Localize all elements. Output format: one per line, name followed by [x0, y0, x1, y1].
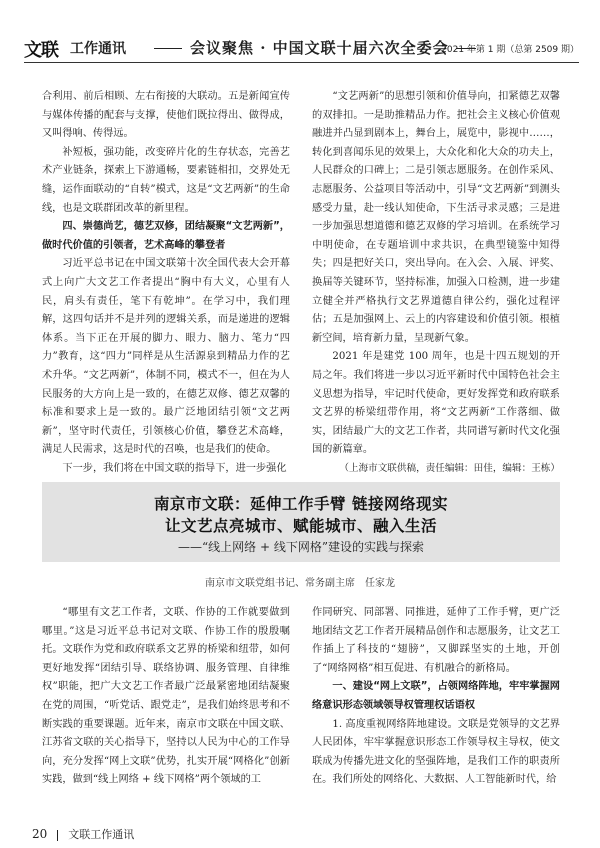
article1-right-column — [312, 88, 560, 478]
page-footer — [32, 826, 134, 842]
article2-title-line2: 让文艺点亮城市、赋能城市、融入生活 — [164, 516, 437, 535]
paragraph: “哪里有文艺工作者，文联、作协的工作就要做到哪里。”这是习近平总书记对文联、作协工作的殷殷嘱托。文联作为党和政府联系文艺界的桥梁和纽带，如何更好地发挥“团结引导、联络协调、服务管理、自律维权”职能，把广大文艺工作者最广泛最紧密地团结凝聚在党的周围，“听党话、跟党走”，是我们始终思考和不断实践的重要课题。近年来，南京市文联在中国文联、江苏省文联的关心指导下，坚持以人民为中心的工作导向，充分发挥“网上文联”优势，扎实开展“网格化”创新实践，做到“线上网络 + 线下网格”两个领域的工 — [42, 607, 290, 786]
paragraph: 2021 年是建党 100 周年，也是十四五规划的开局之年。我们将进一步以习近平新时代中国特色社会主义思想为指导，牢记时代使命，更好发挥党和政府联系文艺界的桥梁纽带作用，将“文艺两新”工作落细、做实，团结最广大的文艺工作者，共同谱写新时代文化强国的新篇章。 — [312, 351, 560, 456]
publication-logo: 文联 — [24, 40, 58, 61]
paragraph: “文艺两新”的思想引领和价值导向，扣紧德艺双馨的双排扣。一是助推精品力作。把社会主义核心价值观融进并凸显到剧本上，舞台上，展览中，影视中……，转化到喜闻乐见的效果上，大众化和化大众的功夫上，人民群众的口碑上；二是引领志愿服务。在创作采风、志愿服务、公益项目等活动中，引导“文艺两新”到测头感受力量，赴一线认知使命，下生活寻求灵感；三是进一步加强思想道德和德艺双修的学习培训。在系统学习中明使命，在专题培训中求共识，在典型镜鉴中知得失；四是把好关口，突出导向。在入会、入展、评奖、换届等关键环节，坚持标准，加强入口检测，进一步建立健全并严格执行文艺界道德自律公约，强化过程评估；五是加强网上、云上的内容建设和价值引领。根植新空间，培育新力量，呈现新气象。 — [312, 91, 560, 344]
paragraph: 合利用、前后相顾、左右衔接的大联动。五是新闻宣传与媒体传播的配套与支撑，使他们既拉得出、做得成，又叫得响、传得远。 — [42, 91, 290, 140]
article1-left-column — [42, 88, 290, 478]
paragraph: 下一步，我们将在中国文联的指导下，进一步强化 — [62, 462, 287, 474]
section-heading: 四、崇德尚艺，德艺双修，团结凝聚“文艺两新”，做时代价值的引领者，艺术高峰的攀登者 — [42, 221, 290, 251]
paragraph: 补短板，强功能，改变碎片化的生存状态，完善艺术产业链条，探索上下游通畅，要素链相扣，交界处无缝，运作面联动的“自转”模式，这是“文艺两新”的生命线，也是文联群团改革的新里程。 — [42, 146, 290, 214]
footer-divider — [57, 830, 58, 841]
article2-right-column — [312, 604, 560, 790]
paragraph: 1. 高度重视网络阵地建设。文联是党领导的文艺界人民团体，牢牢掌握意识形态工作领导权主导权，使文联成为传播先进文化的坚强阵地，是我们工作的职责所在。我们所处的网络化、大数据、人工智能新时代，给 — [312, 718, 560, 786]
editor-credit: （上海市文联供稿，责任编辑：田佳，编辑：王栋） — [339, 462, 560, 474]
article2-left-column — [42, 604, 290, 790]
article2-subtitle: ——“线上网络 + 线下网格”建设的实践与探索 — [178, 540, 424, 554]
page-number: 20 — [32, 827, 48, 841]
header-rule — [154, 48, 182, 49]
page-header — [24, 36, 579, 60]
issue-number: 2021 年第 1 期（总第 2509 期） — [441, 45, 579, 55]
paragraph: 作同研究、同部署、同推进，延伸了工作手臂，更广泛地团结文艺工作者开展精品创作和志愿服务，让文艺工作插上了科技的“翅膀”，又脚踩坚实的土地，开创了“网络网格”相互促进、有机融合的新格局。 — [312, 607, 560, 674]
paragraph: 习近平总书记在中国文联第十次全国代表大会开幕式上向广大文艺工作者提出“胸中有大义，心里有人民，肩头有责任，笔下有乾坤”。在学习中，我们理解，这四句话并不是并列的逻辑关系，而是递进的逻辑体系。当下正在开展的脚力、眼力、脑力、笔力“四力”教育，这“四力”同样是从生活源泉到精品力作的艺术升华。“文艺两新”，体制不同，模式不一，但在为人民服务的大方向上是一致的，在德艺双修、德艺双馨的标准和要求上是一致的。最广泛地团结引领“文艺两新”，坚守时代责任，引领核心价值，攀登艺术高峰，满足人民需求，这是时代的召唤，也是我们的使命。 — [42, 258, 290, 456]
section-headline: 会议聚焦 · 中国文联十届六次全委会 — [190, 39, 449, 57]
publication-name: 工作通讯 — [70, 41, 126, 57]
article2-title-line1: 南京市文联：延伸工作手臂 链接网络现实 — [154, 494, 448, 513]
header-divider — [24, 62, 579, 63]
section-heading: 一、建设“网上文联”，占领网络阵地，牢牢掌握网络意识形态领域领导权管理权话语权 — [312, 681, 560, 711]
article2-title-banner — [42, 482, 560, 562]
article2-byline: 南京市文联党组书记、常务副主席 任家龙 — [205, 578, 395, 589]
footer-title: 文联工作通讯 — [68, 828, 135, 841]
